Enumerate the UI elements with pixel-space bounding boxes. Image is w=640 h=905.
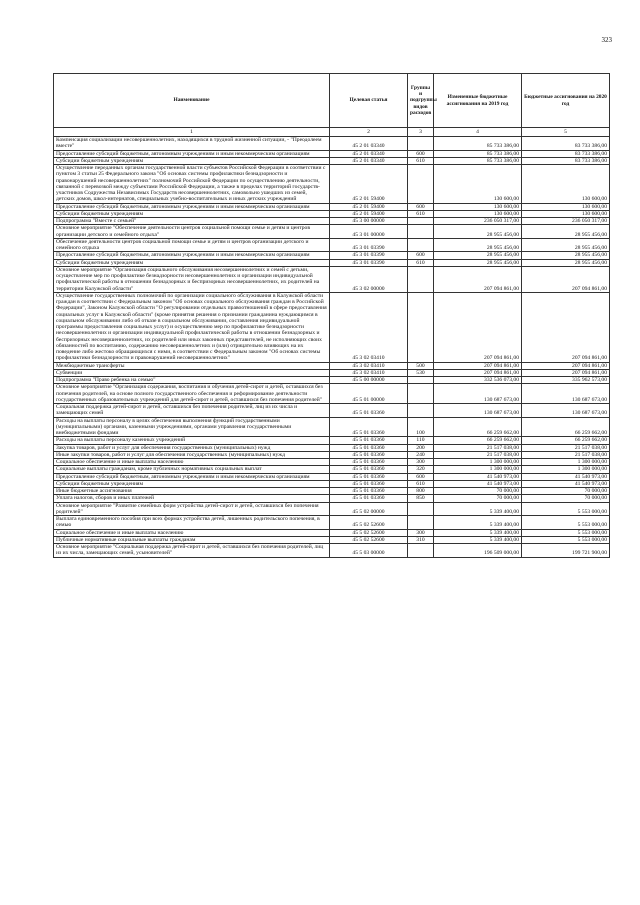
- row-amount-2019: 207 094 861,00: [434, 369, 522, 376]
- row-expense-type: [408, 137, 434, 151]
- row-amount-2020: 5 553 000,00: [522, 536, 610, 543]
- row-amount-2020: 70 000,00: [522, 495, 610, 502]
- row-target-article: 45 5 01 03360: [330, 473, 408, 480]
- column-header-2020: Бюджетные ассигнования на 2020 год: [522, 74, 610, 128]
- row-amount-2020: 1 300 000,00: [522, 466, 610, 473]
- row-target-article: 45 5 01 03360: [330, 437, 408, 444]
- table-row: [54, 536, 610, 543]
- row-amount-2020: 207 094 861,00: [522, 369, 610, 376]
- row-amount-2019: 28 955 456,00: [434, 252, 522, 259]
- row-amount-2020: 41 540 973,00: [522, 473, 610, 480]
- row-amount-2020: 207 094 861,00: [522, 292, 610, 362]
- row-amount-2019: 130 687 673,00: [434, 384, 522, 404]
- row-target-article: 45 5 00 00000: [330, 377, 408, 384]
- table-row: [54, 451, 610, 458]
- table-row: [54, 404, 610, 418]
- row-expense-type: 320: [408, 466, 434, 473]
- row-name: Субсидии бюджетным учреждениям: [54, 210, 330, 217]
- row-target-article: 45 5 01 03360: [330, 495, 408, 502]
- row-amount-2019: 41 540 973,00: [434, 473, 522, 480]
- table-row: [54, 444, 610, 451]
- table-row: [54, 502, 610, 516]
- row-amount-2020: 199 721 900,00: [522, 544, 610, 558]
- row-amount-2019: 41 540 973,00: [434, 480, 522, 487]
- row-name: Основное мероприятие "Организация содержания, воспитания и обучения детей-сирот и детей, оставшихся без попечения родителей, на основе полного государственного обеспечения и реформирование деятельности государственных образовательных учреждений для детей-сирот и детей, оставшихся без попечения родителей": [54, 384, 330, 404]
- row-name: Расходы на выплаты персоналу казенных учреждений: [54, 437, 330, 444]
- table-row: [54, 473, 610, 480]
- row-amount-2019: 28 955 456,00: [434, 238, 522, 252]
- row-name: Социальные выплаты гражданам, кроме публичных нормативных социальных выплат: [54, 466, 330, 473]
- row-amount-2019: 1 300 000,00: [434, 466, 522, 473]
- row-amount-2019: 207 094 861,00: [434, 292, 522, 362]
- row-target-article: 45 5 01 03360: [330, 444, 408, 451]
- row-amount-2019: 66 259 662,00: [434, 417, 522, 437]
- row-target-article: 45 5 01 03360: [330, 488, 408, 495]
- row-expense-type: 800: [408, 488, 434, 495]
- table-row: [54, 362, 610, 369]
- row-expense-type: [408, 292, 434, 362]
- table-row: [54, 252, 610, 259]
- row-target-article: 45 5 01 00000: [330, 384, 408, 404]
- row-target-article: 45 5 02 00000: [330, 502, 408, 516]
- table-row: [54, 218, 610, 225]
- row-amount-2019: 130 600,00: [434, 210, 522, 217]
- row-amount-2020: 1 300 000,00: [522, 459, 610, 466]
- row-target-article: 45 5 02 52600: [330, 529, 408, 536]
- row-name: Предоставление субсидий бюджетным, автономным учреждениям и иным некоммерческим организациям: [54, 203, 330, 210]
- row-expense-type: [408, 516, 434, 530]
- row-amount-2019: 5 339 400,00: [434, 516, 522, 530]
- row-amount-2020: 83 733 386,00: [522, 157, 610, 164]
- row-expense-type: 610: [408, 157, 434, 164]
- row-amount-2019: 21 517 038,00: [434, 444, 522, 451]
- row-amount-2020: 28 955 456,00: [522, 238, 610, 252]
- column-index-row: [54, 128, 610, 137]
- table-row: [54, 225, 610, 239]
- row-name: Закупка товаров, работ и услуг для обеспечения государственных (муниципальных) нужд: [54, 444, 330, 451]
- row-expense-type: [408, 404, 434, 418]
- row-expense-type: 610: [408, 259, 434, 266]
- row-amount-2019: 130 687 673,00: [434, 404, 522, 418]
- row-amount-2019: 85 733 386,00: [434, 137, 522, 151]
- table-row: [54, 488, 610, 495]
- row-name: Осуществление государственных полномочий по организации социального обслуживания в Калужской области граждан в соответствии с Федеральным законом "Об основах социального обслуживания граждан в Российской Федерации", Законом Калужской области "О регулировании отдельных правоотношений в сфере предоставления социальных услуг в Калужской области" (кроме принятия решения о признании гражданина нуждающимся в социальном обслуживании либо об отказе в социальном обслуживании, составления индивидуальной программы предоставления социальных услуг) и осуществлению мер по профилактике безнадзорности несовершеннолетних и организации индивидуальной профилактической работы в отношении безнадзорных и беспризорных несовершеннолетних, их родителей или иных законных представителей, не исполняющих своих обязанностей по воспитанию, содержанию несовершеннолетних и (или) отрицательно влияющих на их поведение либо жестоко обращающихся с ними, в соответствии с Федеральным законом "Об основах системы профилактики безнадзорности и правонарушений несовершеннолетних": [54, 292, 330, 362]
- row-name: Предоставление субсидий бюджетным, автономным учреждениям и иным некоммерческим организациям: [54, 150, 330, 157]
- row-amount-2020: 130 600,00: [522, 165, 610, 204]
- table-row: [54, 165, 610, 204]
- row-target-article: 45 2 01 03340: [330, 137, 408, 151]
- row-target-article: 45 3 02 03410: [330, 369, 408, 376]
- row-name: Выплата единовременного пособия при всех формах устройства детей, лишенных родительского попечения, в семью: [54, 516, 330, 530]
- row-target-article: 45 3 01 03390: [330, 238, 408, 252]
- row-amount-2020: 5 553 000,00: [522, 516, 610, 530]
- row-amount-2020: 207 094 861,00: [522, 266, 610, 292]
- row-expense-type: [408, 266, 434, 292]
- row-target-article: 45 5 01 03360: [330, 417, 408, 437]
- row-name: Уплата налогов, сборов и иных платежей: [54, 495, 330, 502]
- row-name: Субвенции: [54, 369, 330, 376]
- row-amount-2020: 130 687 673,00: [522, 404, 610, 418]
- row-amount-2019: 207 094 861,00: [434, 362, 522, 369]
- row-expense-type: 850: [408, 495, 434, 502]
- row-amount-2019: 28 955 456,00: [434, 225, 522, 239]
- row-amount-2019: 70 000,00: [434, 495, 522, 502]
- row-expense-type: 240: [408, 451, 434, 458]
- row-name: Публичные нормативные социальные выплаты гражданам: [54, 536, 330, 543]
- row-expense-type: 500: [408, 362, 434, 369]
- row-name: Субсидии бюджетным учреждениям: [54, 480, 330, 487]
- row-target-article: 45 5 01 03360: [330, 480, 408, 487]
- table-row: [54, 480, 610, 487]
- table-row: [54, 417, 610, 437]
- row-amount-2020: 130 687 673,00: [522, 384, 610, 404]
- row-expense-type: [408, 218, 434, 225]
- table-row: [54, 150, 610, 157]
- row-target-article: 45 3 02 00000: [330, 266, 408, 292]
- column-header-2019: Измененные бюджетные ассигнования на 2019 год: [434, 74, 522, 128]
- row-target-article: 45 3 02 03410: [330, 362, 408, 369]
- table-row: [54, 259, 610, 266]
- table-row: [54, 369, 610, 376]
- row-name: Социальное обеспечение и иные выплаты населению: [54, 529, 330, 536]
- table-row: [54, 529, 610, 536]
- column-index: 3: [408, 128, 434, 137]
- row-target-article: 45 2 01 59400: [330, 203, 408, 210]
- row-name: Компенсация социализации несовершеннолетних, находящихся в трудной жизненной ситуации, - "Преодолеем вместе": [54, 137, 330, 151]
- row-amount-2020: 28 955 456,00: [522, 259, 610, 266]
- row-target-article: 45 5 02 52600: [330, 516, 408, 530]
- row-expense-type: [408, 544, 434, 558]
- row-name: Субсидии бюджетным учреждениям: [54, 259, 330, 266]
- table-row: [54, 384, 610, 404]
- column-index: 4: [434, 128, 522, 137]
- row-target-article: 45 3 01 03390: [330, 252, 408, 259]
- row-amount-2019: 5 339 400,00: [434, 502, 522, 516]
- row-name: Социальная поддержка детей-сирот и детей, оставшихся без попечения родителей, лиц из их числа и замещающих семей: [54, 404, 330, 418]
- row-name: Основное мероприятие "Обеспечение деятельности центров социальной помощи семье и детям и центров организации детского и семейного отдыха": [54, 225, 330, 239]
- row-target-article: 45 3 01 00000: [330, 225, 408, 239]
- column-header-name: Наименование: [54, 74, 330, 128]
- row-target-article: 45 5 01 03360: [330, 459, 408, 466]
- row-amount-2019: 5 339 400,00: [434, 536, 522, 543]
- row-target-article: 45 3 01 03390: [330, 259, 408, 266]
- row-target-article: 45 2 01 59400: [330, 210, 408, 217]
- table-row: [54, 544, 610, 558]
- row-name: Субсидии бюджетным учреждениям: [54, 157, 330, 164]
- row-expense-type: 310: [408, 536, 434, 543]
- row-expense-type: [408, 225, 434, 239]
- page-number: 323: [601, 36, 612, 44]
- row-expense-type: [408, 165, 434, 204]
- table-row: [54, 495, 610, 502]
- row-expense-type: [408, 377, 434, 384]
- row-amount-2020: 70 000,00: [522, 488, 610, 495]
- row-target-article: 45 5 03 00000: [330, 544, 408, 558]
- row-amount-2019: 85 733 386,00: [434, 150, 522, 157]
- row-name: Основное мероприятие "Социальная поддержка детей-сирот и детей, оставшихся без попечения родителей, лиц из их числа, замещающих семей, усыновителей": [54, 544, 330, 558]
- table-row: [54, 210, 610, 217]
- table-row: [54, 266, 610, 292]
- row-amount-2019: 5 339 400,00: [434, 529, 522, 536]
- row-amount-2020: 28 955 456,00: [522, 225, 610, 239]
- row-target-article: 45 5 02 52600: [330, 536, 408, 543]
- row-target-article: 45 2 01 59400: [330, 165, 408, 204]
- row-target-article: 45 3 00 00000: [330, 218, 408, 225]
- row-expense-type: 300: [408, 529, 434, 536]
- row-expense-type: [408, 502, 434, 516]
- table-row: [54, 459, 610, 466]
- row-amount-2020: 41 540 973,00: [522, 480, 610, 487]
- row-target-article: 45 5 01 03360: [330, 404, 408, 418]
- row-amount-2019: 130 600,00: [434, 165, 522, 204]
- row-amount-2020: 66 259 662,00: [522, 417, 610, 437]
- row-name: Социальное обеспечение и иные выплаты населению: [54, 459, 330, 466]
- row-expense-type: 530: [408, 369, 434, 376]
- column-header-type: Группы и подгруппы видов расходов: [408, 74, 434, 128]
- row-expense-type: 110: [408, 437, 434, 444]
- row-amount-2020: 207 094 861,00: [522, 362, 610, 369]
- row-amount-2020: 5 553 000,00: [522, 502, 610, 516]
- row-expense-type: 600: [408, 203, 434, 210]
- row-target-article: 45 3 02 03410: [330, 292, 408, 362]
- row-target-article: 45 2 01 03340: [330, 157, 408, 164]
- row-amount-2019: 207 094 861,00: [434, 266, 522, 292]
- row-amount-2020: 335 962 573,00: [522, 377, 610, 384]
- row-expense-type: 200: [408, 444, 434, 451]
- row-target-article: 45 5 01 03360: [330, 451, 408, 458]
- column-header-article: Целевая статья: [330, 74, 408, 128]
- row-amount-2019: 28 955 456,00: [434, 259, 522, 266]
- row-name: Иные закупки товаров, работ и услуг для обеспечения государственных (муниципальных) нужд: [54, 451, 330, 458]
- column-index: 5: [522, 128, 610, 137]
- row-name: Иные бюджетные ассигнования: [54, 488, 330, 495]
- row-expense-type: 600: [408, 473, 434, 480]
- row-expense-type: 600: [408, 252, 434, 259]
- row-name: Осуществление переданных органам государственной власти субъектов Российской Федерации в соответствии с пунктом 3 статьи 25 Федерального закона "Об основах системы профилактики безнадзорности и правонарушений несовершеннолетних" полномочий Российской Федерации по осуществлению деятельности, связанной с перевозкой между субъектами Российской Федерации, а также в пределах территорий государств-участников Содружества Независимых Государств несовершеннолетних, самовольно ушедших из семей, детских домов, школ-интернатов, специальных учебно-воспитательных и иных детских учреждений: [54, 165, 330, 204]
- table-row: [54, 157, 610, 164]
- row-name: Подпрограмма "Право ребенка на семью": [54, 377, 330, 384]
- row-name: Обеспечение деятельности центров социальной помощи семье и детям и центров организации детского и семейного отдыха: [54, 238, 330, 252]
- row-expense-type: 610: [408, 480, 434, 487]
- header-row: [54, 74, 610, 128]
- row-amount-2019: 130 600,00: [434, 203, 522, 210]
- table-row: [54, 203, 610, 210]
- row-amount-2020: 28 955 456,00: [522, 252, 610, 259]
- row-name: Предоставление субсидий бюджетным, автономным учреждениям и иным некоммерческим организациям: [54, 473, 330, 480]
- row-name: Подпрограмма "Вместе с семьей": [54, 218, 330, 225]
- row-expense-type: [408, 238, 434, 252]
- column-index: 1: [54, 128, 330, 137]
- row-amount-2020: 21 517 038,00: [522, 451, 610, 458]
- table-row: [54, 377, 610, 384]
- row-amount-2020: 130 600,00: [522, 210, 610, 217]
- row-amount-2019: 236 050 317,00: [434, 218, 522, 225]
- row-amount-2020: 83 733 386,00: [522, 137, 610, 151]
- table-row: [54, 292, 610, 362]
- row-amount-2020: 21 517 038,00: [522, 444, 610, 451]
- row-amount-2019: 196 509 000,00: [434, 544, 522, 558]
- budget-table: [53, 73, 610, 558]
- row-amount-2019: 70 000,00: [434, 488, 522, 495]
- row-amount-2020: 66 259 662,00: [522, 437, 610, 444]
- table-row: [54, 516, 610, 530]
- table-row: [54, 466, 610, 473]
- row-amount-2020: 236 050 317,00: [522, 218, 610, 225]
- row-name: Расходы на выплаты персоналу в целях обеспечения выполнения функций государственными (муниципальными) органами, казенными учреждениями, органами управления государственными внебюджетными фондами: [54, 417, 330, 437]
- table-body: [54, 137, 610, 558]
- row-target-article: 45 2 01 03340: [330, 150, 408, 157]
- row-amount-2019: 66 259 662,00: [434, 437, 522, 444]
- row-amount-2019: 332 536 073,00: [434, 377, 522, 384]
- row-amount-2019: 85 733 386,00: [434, 157, 522, 164]
- row-amount-2020: 130 600,00: [522, 203, 610, 210]
- table-row: [54, 437, 610, 444]
- row-name: Межбюджетные трансферты: [54, 362, 330, 369]
- table-row: [54, 238, 610, 252]
- row-expense-type: 100: [408, 417, 434, 437]
- row-amount-2019: 21 517 038,00: [434, 451, 522, 458]
- row-expense-type: [408, 384, 434, 404]
- row-amount-2019: 1 300 000,00: [434, 459, 522, 466]
- row-amount-2020: 5 553 000,00: [522, 529, 610, 536]
- row-amount-2020: 83 733 386,00: [522, 150, 610, 157]
- row-name: Предоставление субсидий бюджетным, автономным учреждениям и иным некоммерческим организациям: [54, 252, 330, 259]
- table-row: [54, 137, 610, 151]
- row-name: Основное мероприятие "Развитие семейных форм устройства детей-сирот и детей, оставшихся без попечения родителей": [54, 502, 330, 516]
- column-index: 2: [330, 128, 408, 137]
- row-name: Основное мероприятие "Организация социального обслуживания несовершеннолетних и семей с детьми, осуществление мер по профилактике безнадзорности несовершеннолетних и организации индивидуальной профилактической работы в отношении безнадзорных и беспризорных несовершеннолетних, их родителей на территории Калужской области": [54, 266, 330, 292]
- row-expense-type: 300: [408, 459, 434, 466]
- row-expense-type: 600: [408, 150, 434, 157]
- row-target-article: 45 5 01 03360: [330, 466, 408, 473]
- row-expense-type: 610: [408, 210, 434, 217]
